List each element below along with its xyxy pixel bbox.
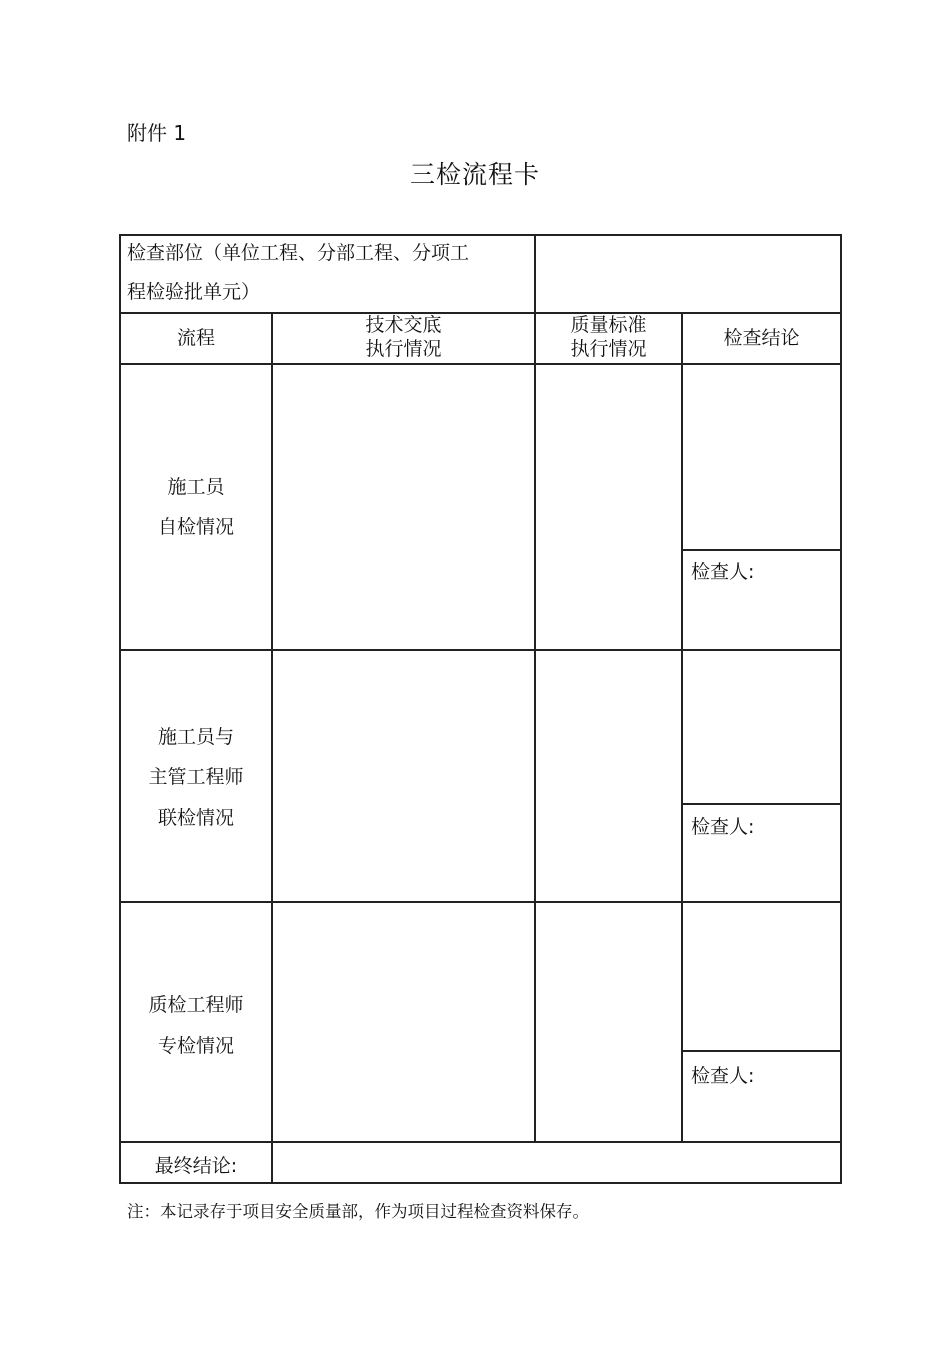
attachment-label: 附件 1 [127, 121, 187, 145]
table-rule [681, 549, 841, 551]
row1-label-2: 自检情况 [157, 516, 234, 538]
header-quality-2: 执行情况 [570, 338, 647, 360]
row1-inspector-label: 检查人: [691, 561, 755, 583]
row2-label-1: 施工员与 [157, 726, 234, 748]
row1-tech-field[interactable] [273, 365, 534, 649]
header-quality-1: 质量标准 [570, 314, 647, 336]
table-rule [119, 312, 841, 314]
inspection-location-label-2: 程检验批单元） [127, 281, 261, 303]
row3-quality-field[interactable] [536, 903, 681, 1141]
row1-conclusion-field[interactable] [683, 365, 840, 549]
inspection-location-label-1: 检查部位（单位工程、分部工程、分项工 [127, 242, 470, 264]
row3-conclusion-field[interactable] [683, 903, 840, 1050]
final-conclusion-field[interactable] [273, 1143, 840, 1182]
header-tech-2: 执行情况 [365, 338, 442, 360]
header-process: 流程 [176, 327, 215, 349]
row2-label-2: 主管工程师 [148, 766, 244, 788]
row2-tech-field[interactable] [273, 651, 534, 901]
row2-label-3: 联检情况 [157, 807, 234, 829]
row2-conclusion-field[interactable] [683, 651, 840, 803]
row2-inspector-label: 检查人: [691, 816, 755, 838]
page-title: 三检流程卡 [409, 160, 540, 189]
row1-quality-field[interactable] [536, 365, 681, 649]
row2-quality-field[interactable] [536, 651, 681, 901]
table-border-bottom [119, 1182, 841, 1184]
table-rule [681, 1050, 841, 1052]
final-conclusion-label: 最终结论: [154, 1155, 238, 1177]
table-border-right [840, 234, 842, 1184]
header-tech-1: 技术交底 [365, 314, 442, 336]
row1-label-1: 施工员 [167, 476, 225, 498]
row3-label-2: 专检情况 [157, 1035, 234, 1057]
inspection-location-field[interactable] [536, 236, 839, 312]
row3-inspector-label: 检查人: [691, 1065, 755, 1087]
header-conclusion: 检查结论 [723, 327, 800, 349]
row3-label-1: 质检工程师 [148, 994, 244, 1016]
row3-tech-field[interactable] [273, 903, 534, 1141]
table-rule [681, 803, 841, 805]
footnote: 注：本记录存于项目安全质量部，作为项目过程检查资料保存。 [127, 1202, 589, 1221]
